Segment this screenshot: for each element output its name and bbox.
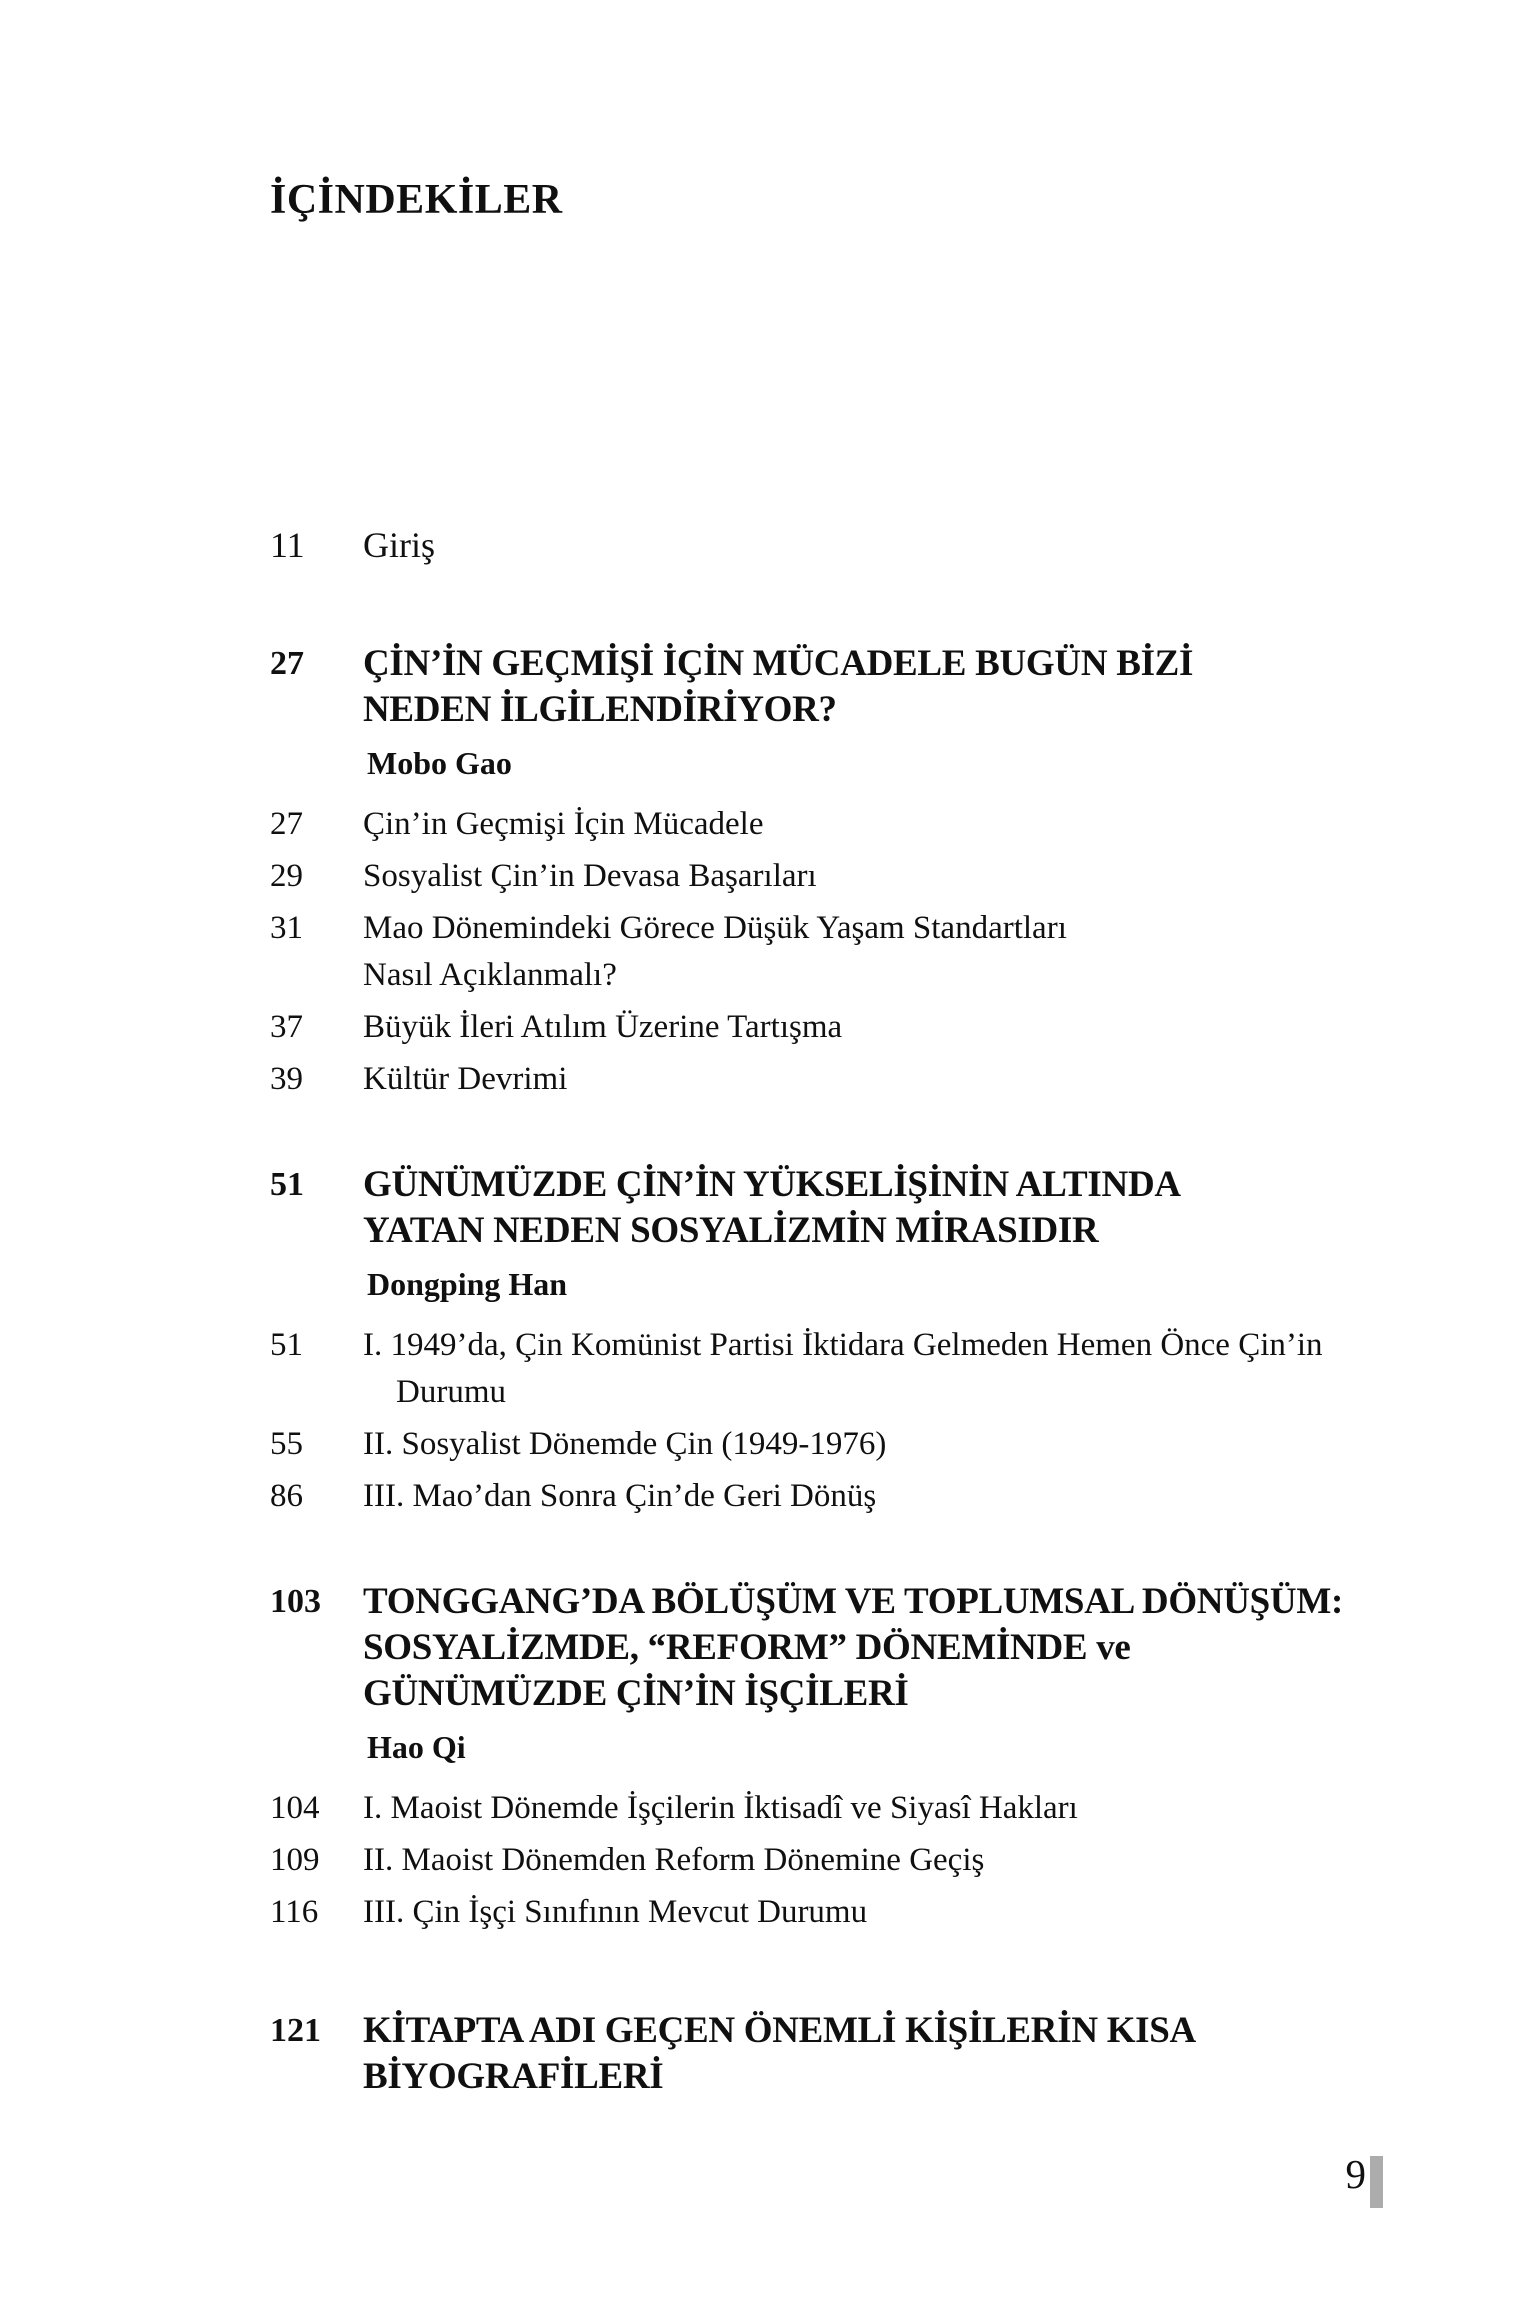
author-name: Mobo Gao (367, 745, 512, 781)
entry-text (363, 1421, 1420, 1468)
section-text (363, 1162, 1420, 1306)
toc-entry (270, 1004, 1420, 1051)
toc-entry (270, 1421, 1420, 1468)
entry-text (363, 1785, 1420, 1832)
entry-page-number: 27 (270, 806, 303, 842)
entry-text (363, 853, 1420, 900)
entry-text (363, 1322, 1420, 1416)
toc-entry (270, 1837, 1420, 1884)
entry-title: Büyük İleri Atılım Üzerine Tartışma (363, 1009, 843, 1045)
entry-text (363, 1004, 1420, 1051)
section-text (363, 1579, 1420, 1769)
section-text (363, 2008, 1420, 2100)
entry-page-number: 109 (270, 1842, 320, 1878)
entry-page-number: 39 (270, 1061, 303, 1097)
toc-entry (270, 801, 1420, 848)
toc-entry (270, 1056, 1420, 1103)
page-number: 9 (1345, 2151, 1366, 2197)
entry-page-number: 27 (270, 645, 304, 682)
toc-section (270, 2008, 1420, 2100)
entry-title: Çin’in Geçmişi İçin Mücadele (363, 806, 764, 842)
entry-page-number: 37 (270, 1009, 303, 1045)
page-number-bar (1370, 2156, 1383, 2208)
toc-entry (270, 905, 1420, 999)
section-title-line: BİYOGRAFİLERİ (363, 2056, 664, 2097)
entry-title: III. Mao’dan Sonra Çin’de Geri Dönüş (363, 1478, 877, 1514)
section-title-line: ÇİN’İN GEÇMİŞİ İÇİN MÜCADELE BUGÜN BİZİ (363, 643, 1194, 684)
toc-entry (270, 1785, 1420, 1832)
author-name: Hao Qi (367, 1729, 466, 1765)
entry-page-number: 31 (270, 910, 303, 946)
entry-title-continuation: Durumu (396, 1374, 506, 1410)
entry-page-number: 55 (270, 1426, 303, 1462)
entry-text (363, 801, 1420, 848)
entry-title: II. Sosyalist Dönemde Çin (1949-1976) (363, 1426, 887, 1462)
entry-text (363, 905, 1420, 999)
entry-page-number: 121 (270, 2012, 321, 2049)
entry-text (363, 1889, 1420, 1936)
toc-entry (270, 1322, 1420, 1416)
section-title-line: SOSYALİZMDE, “REFORM” DÖNEMİNDE ve (363, 1627, 1131, 1668)
entry-text (363, 522, 1420, 569)
section-text (363, 641, 1420, 785)
entry-page-number: 86 (270, 1478, 303, 1514)
entry-page-number: 103 (270, 1583, 321, 1620)
section-title-line: KİTAPTA ADI GEÇEN ÖNEMLİ KİŞİLERİN KISA (363, 2010, 1196, 2051)
entry-text (363, 1473, 1420, 1520)
toc-entry (270, 853, 1420, 900)
entry-page-number: 104 (270, 1790, 320, 1826)
entry-title-continuation: Nasıl Açıklanmalı? (363, 957, 617, 993)
entry-title: I. 1949’da, Çin Komünist Partisi İktidara Gelmeden Hemen Önce Çin’in (363, 1327, 1323, 1363)
section-title-line: YATAN NEDEN SOSYALİZMİN MİRASIDIR (363, 1210, 1099, 1251)
entry-title: Giriş (363, 525, 435, 565)
entry-text (363, 1056, 1420, 1103)
entry-page-number: 51 (270, 1327, 303, 1363)
entry-page-number: 29 (270, 858, 303, 894)
entry-text (363, 1837, 1420, 1884)
entry-page-number: 51 (270, 1166, 304, 1203)
section-title-line: NEDEN İLGİLENDİRİYOR? (363, 689, 837, 730)
entry-title: Mao Dönemindeki Görece Düşük Yaşam Standartları (363, 910, 1067, 946)
entry-page-number: 11 (270, 525, 305, 565)
entry-title: III. Çin İşçi Sınıfının Mevcut Durumu (363, 1894, 868, 1930)
toc-section (270, 1579, 1420, 1769)
entry-title: Sosyalist Çin’in Devasa Başarıları (363, 858, 817, 894)
toc-entry (270, 522, 1420, 569)
entry-title: I. Maoist Dönemde İşçilerin İktisadî ve Siyasî Hakları (363, 1790, 1078, 1826)
section-title-line: GÜNÜMÜZDE ÇİN’İN İŞÇİLERİ (363, 1673, 909, 1714)
section-title-line: TONGGANG’DA BÖLÜŞÜM VE TOPLUMSAL DÖNÜŞÜM: (363, 1581, 1343, 1622)
toc-entry (270, 1889, 1420, 1936)
section-title-line: GÜNÜMÜZDE ÇİN’İN YÜKSELİŞİNİN ALTINDA (363, 1164, 1181, 1205)
toc-section (270, 1162, 1420, 1306)
table-of-contents (270, 522, 1420, 2100)
author-name: Dongping Han (367, 1266, 568, 1302)
toc-entry (270, 1473, 1420, 1520)
entry-title: Kültür Devrimi (363, 1061, 568, 1097)
toc-section (270, 641, 1420, 785)
page-title: İÇİNDEKİLER (270, 177, 563, 224)
entry-title: II. Maoist Dönemden Reform Dönemine Geçiş (363, 1842, 985, 1878)
entry-page-number: 116 (270, 1894, 319, 1930)
